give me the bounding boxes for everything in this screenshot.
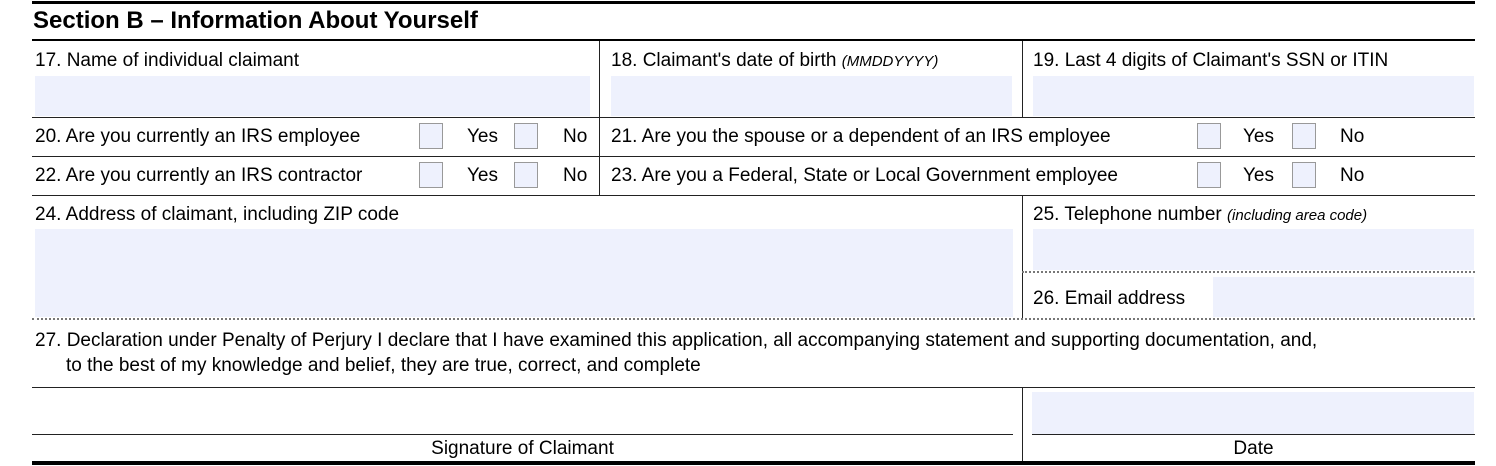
gov-employee-no-checkbox[interactable]	[1292, 162, 1316, 188]
top-rule	[32, 1, 1475, 4]
phone-label: 25. Telephone number (including area code)	[1033, 204, 1368, 225]
declaration-line2: to the best of my knowledge and belief, they are true, correct, and complete	[66, 355, 701, 376]
no-label: No	[1340, 165, 1365, 186]
spouse-dependent-no-checkbox[interactable]	[1292, 123, 1316, 149]
irs-contractor-no-checkbox[interactable]	[514, 162, 538, 188]
dob-label: 18. Claimant's date of birth (MMDDYYYY)	[611, 50, 939, 71]
phone-input[interactable]	[1033, 229, 1474, 270]
gov-employee-yes-checkbox[interactable]	[1197, 162, 1221, 188]
yes-label: Yes	[467, 126, 498, 147]
no-label: No	[563, 126, 588, 147]
section-title: Section B – Information About Yourself	[33, 7, 478, 34]
spouse-dependent-label: 21. Are you the spouse or a dependent of an IRS employee	[611, 126, 1111, 147]
declaration-line1: 27. Declaration under Penalty of Perjury I declare that I have examined this application, all accompanying statement and supporting documentation, and,	[35, 330, 1318, 351]
date-input[interactable]	[1032, 392, 1474, 434]
dob-input[interactable]	[611, 76, 1012, 116]
email-input[interactable]	[1213, 277, 1474, 317]
irs-employee-no-checkbox[interactable]	[514, 123, 538, 149]
irs-employee-label: 20. Are you currently an IRS employee	[35, 126, 361, 147]
ssn-input[interactable]	[1033, 76, 1474, 116]
irs-contractor-yes-checkbox[interactable]	[419, 162, 443, 188]
yes-label: Yes	[1243, 165, 1274, 186]
spouse-dependent-yes-checkbox[interactable]	[1197, 123, 1221, 149]
email-label: 26. Email address	[1033, 288, 1186, 309]
no-label: No	[563, 165, 588, 186]
name-input[interactable]	[35, 76, 590, 116]
date-label: Date	[1233, 438, 1274, 459]
yes-label: Yes	[1243, 126, 1274, 147]
gov-employee-label: 23. Are you a Federal, State or Local Government employee	[611, 165, 1118, 186]
bottom-rule	[32, 461, 1475, 465]
divider	[32, 39, 1475, 41]
dob-hint: (MMDDYYYY)	[841, 53, 939, 70]
signature-area[interactable]	[32, 389, 1013, 433]
name-label: 17. Name of individual claimant	[35, 50, 300, 71]
irs-contractor-label: 22. Are you currently an IRS contractor	[35, 165, 363, 186]
signature-label: Signature of Claimant	[431, 438, 614, 459]
phone-hint: (including area code)	[1227, 207, 1368, 224]
yes-label: Yes	[467, 165, 498, 186]
ssn-label: 19. Last 4 digits of Claimant's SSN or ITIN	[1033, 50, 1389, 71]
irs-employee-yes-checkbox[interactable]	[419, 123, 443, 149]
address-label: 24. Address of claimant, including ZIP code	[35, 204, 400, 225]
no-label: No	[1340, 126, 1365, 147]
address-input[interactable]	[35, 229, 1013, 317]
